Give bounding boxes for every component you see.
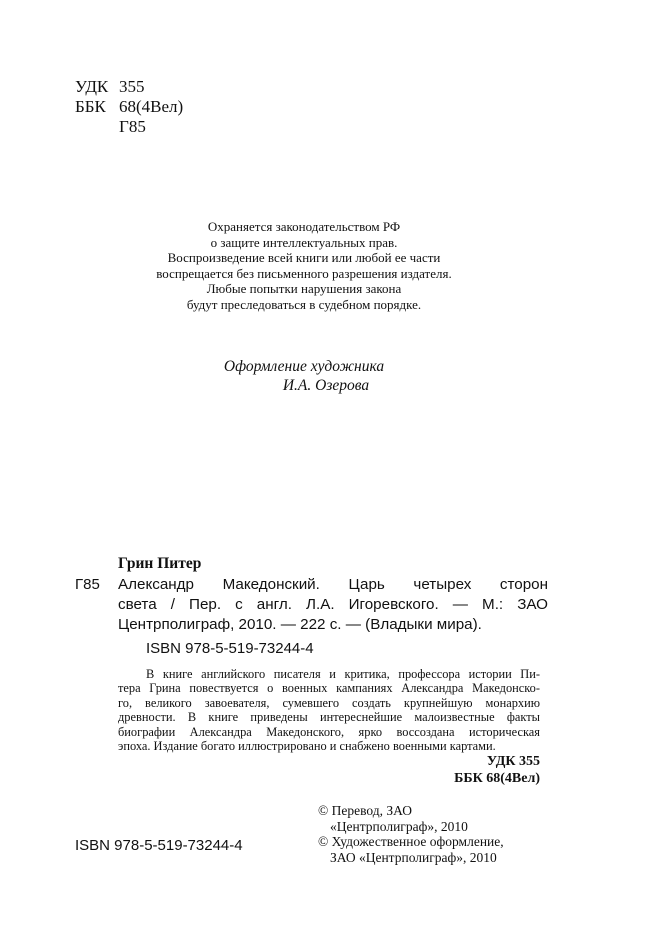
annotation-line: эпоха. Издание богато иллюстрировано и снабжено военными картами. (118, 739, 496, 754)
notice-line: воспрещается без письменного разрешения издателя. (156, 265, 452, 281)
author-mark: Г85 (119, 117, 146, 136)
notice-line: Охраняется законодательством РФ (207, 219, 401, 234)
udk-line (75, 77, 183, 97)
notice-line: будут преследоваться в судебном порядке. (186, 296, 422, 312)
bib-line: света / Пер. с англ. Л.А. Игоревского. — М.: ЗАО (118, 596, 548, 613)
designer-credit (0, 357, 652, 395)
bbk-line (75, 97, 183, 117)
annotation-line: древности. В книге приведены интереснейшие малоизвестные факты (118, 710, 540, 725)
annotation (118, 667, 540, 753)
copyright-line: © Художественное оформление, (318, 834, 504, 850)
notice-line: Воспроизведение всей книги или любой ее части (167, 250, 441, 266)
copyright-line: ЗАО «Центрполиграф», 2010 (330, 849, 497, 865)
copyright-line: «Центрполиграф», 2010 (330, 818, 468, 834)
udk-bottom: УДК 355 (486, 754, 540, 769)
annotation-line: В книге английского писателя и критика, профессора истории Пи- (146, 667, 540, 681)
notice-line: о защите интеллектуальных прав. (210, 234, 398, 250)
annotation-line: го, великого завоевателя, сумевшего создать крупнейшую монархию (118, 695, 540, 710)
bib-author: Грин Питер (118, 555, 202, 572)
annotation-line: тера Грина повествуется о военных кампаниях Александра Македонско- (118, 681, 540, 696)
annotation-line: биографии Александра Македонского, ярко воссоздана историческая (118, 724, 540, 739)
udk-value: 355 (119, 77, 145, 96)
bib-isbn: ISBN 978-5-519-73244-4 (146, 640, 314, 657)
bbk-label: ББК (75, 97, 106, 116)
bib-line: Александр Македонский. Царь четырех сторон (118, 576, 548, 593)
designer-line-2: И.А. Озерова (282, 377, 370, 394)
classification-block (75, 77, 183, 137)
bib-description (118, 575, 548, 635)
notice-line: Любые попытки нарушения закона (206, 281, 402, 297)
bbk-value: 68(4Вел) (119, 97, 184, 116)
isbn-bottom: ISBN 978-5-519-73244-4 (75, 837, 243, 854)
bib-author-mark: Г85 (75, 576, 100, 593)
copyright-block (318, 803, 504, 865)
udk-label: УДК (75, 77, 109, 96)
classification-bottom (454, 753, 540, 787)
designer-line-1: Оформление художника (223, 358, 385, 375)
copyright-line: © Перевод, ЗАО (318, 803, 412, 818)
legal-notice (0, 219, 652, 313)
bbk-bottom: ББК 68(4Вел) (454, 771, 540, 786)
bib-line: Центрполиграф, 2010. — 222 с. — (Владыки мира). (118, 616, 482, 633)
